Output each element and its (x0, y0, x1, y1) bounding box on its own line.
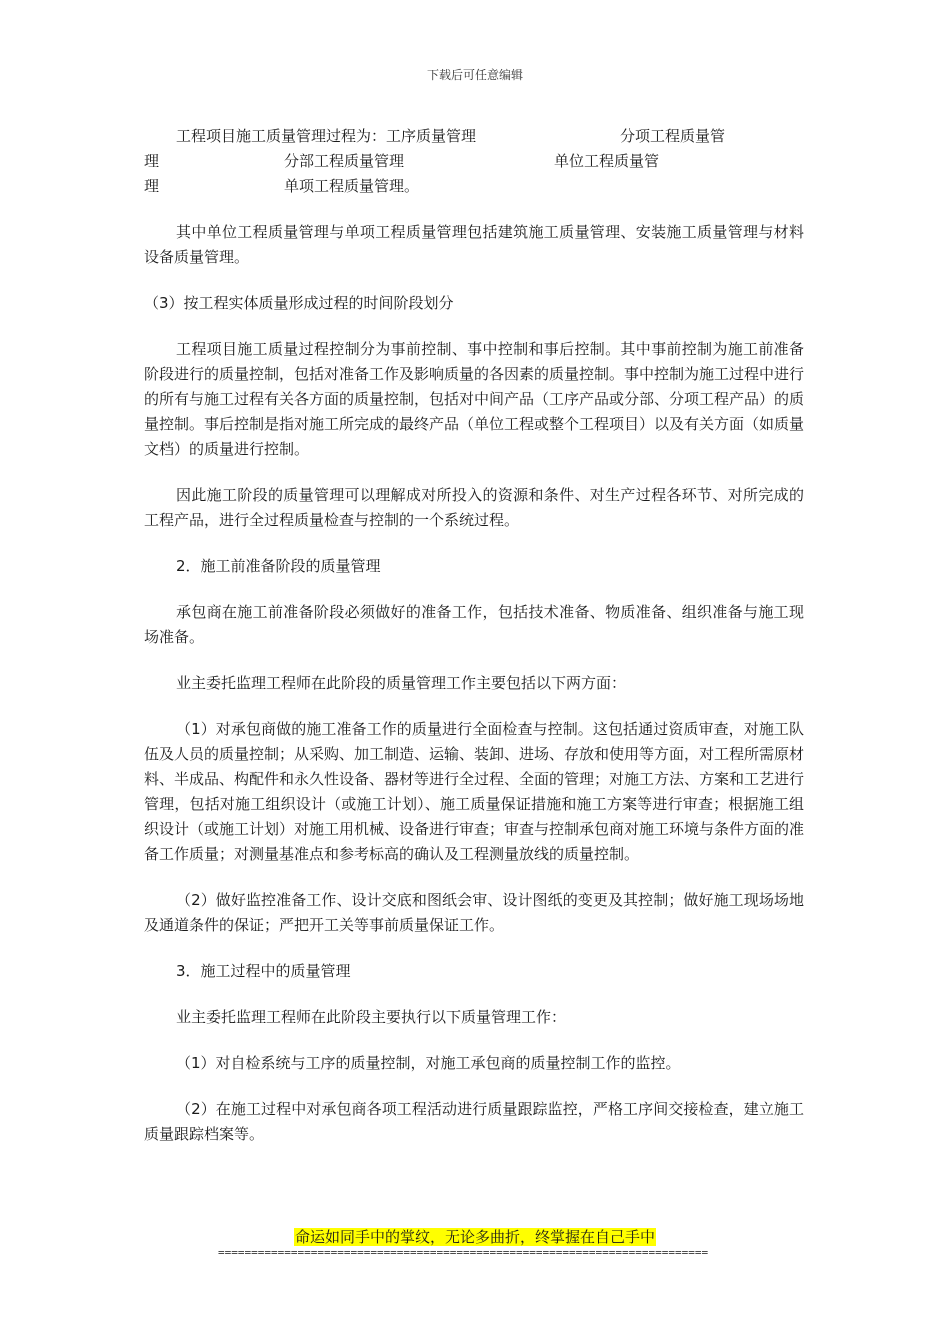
paragraph: 其中单位工程质量管理与单项工程质量管理包括建筑施工质量管理、安装施工质量管理与材料设备质量管理。 (144, 223, 804, 266)
intro-row1-col1: 工程项目施工质量管理过程为：工序质量管理 (176, 127, 477, 145)
intro-row2-col1: 理 (144, 152, 160, 170)
intro-row2-col2: 分部工程质量管理 (284, 152, 405, 170)
list-item: （2）做好监控准备工作、设计交底和图纸会审、设计图纸的变更及其控制；做好施工现场场地及通道条件的保证；严把开工关等事前质量保证工作。 (144, 891, 804, 934)
footer-slogan (0, 1227, 950, 1247)
intro-row-2 (144, 149, 804, 174)
paragraph: 业主委托监理工程师在此阶段的质量管理工作主要包括以下两方面： (176, 674, 627, 692)
section-heading: （3）按工程实体质量形成过程的时间阶段划分 (144, 294, 454, 312)
footer-slogan-text: 命运如同手中的掌纹，无论多曲折，终掌握在自己手中 (294, 1228, 655, 1246)
paragraph: 承包商在施工前准备阶段必须做好的准备工作，包括技术准备、物质准备、组织准备与施工现场准备。 (144, 603, 804, 646)
intro-row-1 (144, 124, 804, 149)
intro-row3-col1: 理 (144, 177, 160, 195)
paragraph: 工程项目施工质量过程控制分为事前控制、事中控制和事后控制。其中事前控制为施工前准备阶段进行的质量控制，包括对准备工作及影响质量的各因素的质量控制。事中控制为施工过程中进行的所有与施工过程有关各方面的质量控制，包括对中间产品（工序产品或分部、分项工程产品）的质量控制。事后控制是指对施工所完成的最终产品（单位工程或整个工程项目）以及有关方面（如质量文档）的质量进行控制。 (144, 340, 805, 458)
intro-row-3 (144, 174, 804, 199)
list-item: （1）对自检系统与工序的质量控制，对施工承包商的质量控制工作的监控。 (176, 1054, 681, 1072)
section-heading: 2．施工前准备阶段的质量管理 (176, 557, 381, 575)
intro-process-list (144, 124, 804, 199)
section-heading: 3．施工过程中的质量管理 (176, 962, 351, 980)
document-body (144, 124, 804, 1168)
intro-row2-col3: 单位工程质量管 (554, 152, 660, 170)
intro-row3-col2: 单项工程质量管理。 (284, 177, 420, 195)
paragraph: 业主委托监理工程师在此阶段主要执行以下质量管理工作： (176, 1008, 567, 1026)
footer-divider: ========================================================================== (218, 1246, 709, 1259)
list-item: （1）对承包商做的施工准备工作的质量进行全面检查与控制。这包括通过资质审查，对施工队伍及人员的质量控制；从采购、加工制造、运输、装卸、进场、存放和使用等方面，对工程所需原材料、半成品、构配件和永久性设备、器材等进行全过程、全面的管理；对施工方法、方案和工艺进行管理，包括对施工组织设计（或施工计划）、施工质量保证措施和施工方案等进行审查；根据施工组织设计（或施工计划）对施工用机械、设备进行审查；审查与控制承包商对施工环境与条件方面的准备工作质量；对测量基准点和参考标高的确认及工程测量放线的质量控制。 (144, 720, 805, 863)
list-item: （2）在施工过程中对承包商各项工程活动进行质量跟踪监控，严格工序间交接检查，建立施工质量跟踪档案等。 (144, 1100, 804, 1143)
paragraph: 因此施工阶段的质量管理可以理解成对所投入的资源和条件、对生产过程各环节、对所完成的工程产品，进行全过程质量检查与控制的一个系统过程。 (144, 486, 804, 529)
header-note: 下载后可任意编辑 (426, 68, 523, 82)
intro-row1-col2: 分项工程质量管 (620, 127, 726, 145)
